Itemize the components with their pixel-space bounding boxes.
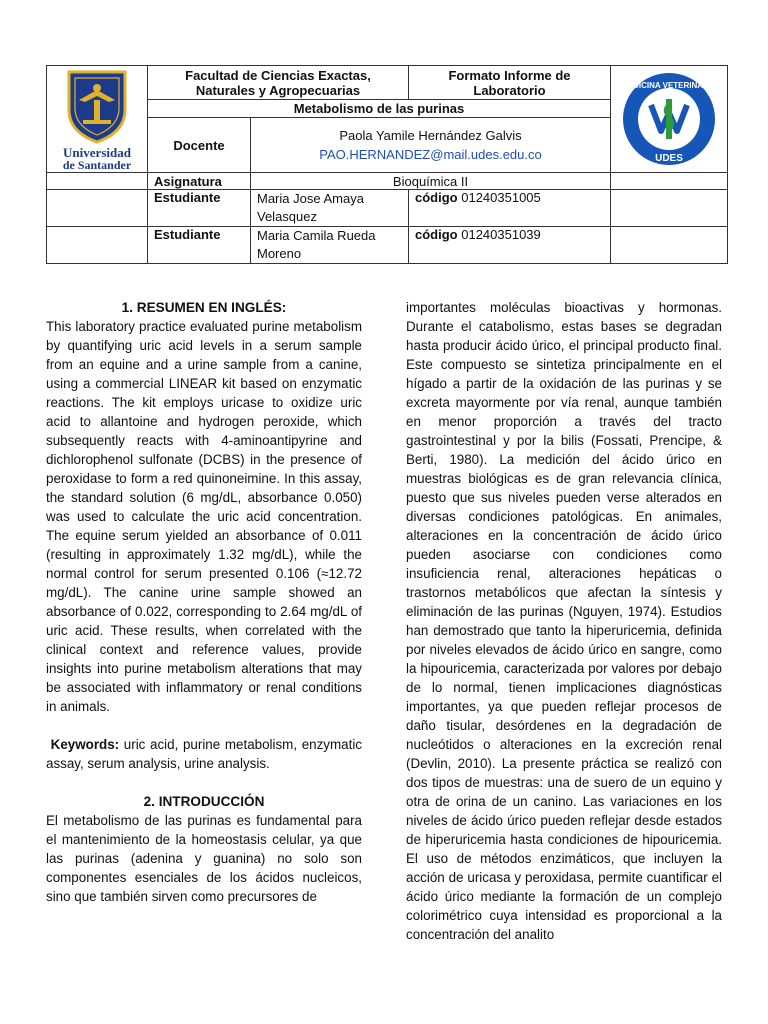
docente-email-link[interactable]: PAO.HERNANDEZ@mail.udes.edu.co <box>319 147 542 162</box>
header-table <box>46 65 727 261</box>
student-code-cell <box>409 227 611 264</box>
veterinary-medicine-logo-icon <box>619 69 719 169</box>
section-1-heading: 1. RESUMEN EN INGLÉS: <box>121 300 287 315</box>
student-code: 01240351039 <box>461 227 541 242</box>
empty-cell <box>47 173 148 190</box>
student-label: Estudiante <box>148 227 251 264</box>
empty-cell <box>611 173 728 190</box>
keywords-paragraph <box>46 735 362 773</box>
faculty-name: Facultad de Ciencias Exactas, Naturales y Agropecuarias <box>148 66 409 100</box>
student-code-cell <box>409 190 611 227</box>
vet-logo-top-text: MEDICINA VETERINARIA <box>621 81 717 90</box>
asignatura-value: Bioquímica II <box>251 173 611 190</box>
student-label: Estudiante <box>148 190 251 227</box>
student-name: Maria Jose Amaya Velasquez <box>251 190 409 227</box>
vet-logo-bottom-text: UDES <box>655 153 683 164</box>
introduction-paragraph-right: importantes moléculas bioactivas y hormonas. Durante el catabolismo, estas bases se degradan hasta producir ácido úrico, el principal producto final. Este compuesto se sintetiza principalmente en el hígado a partir de la oxidación de las purinas y se excreta mayormente por vía renal, aunque también en menor proporción a través del tracto gastrointestinal y por la bilis (Fossati, Prencipe, & Berti, 1980). La medición del ácido úrico en muestras biológicas es de gran relevancia clínica, puesto que sus niveles pueden verse alterados en diversas condiciones patológicas. En animales, alteraciones en la concentración de ácido úrico pueden asociarse con condiciones como insuficiencia renal, alteraciones hepáticas o trastornos metabólicos que afectan la síntesis y eliminación de las purinas (Nguyen, 1974). Estudios han demostrado que tanto la hiperuricemia, definida por niveles elevados de ácido úrico en sangre, como la hipouricemia, caracterizada por valores por debajo de lo normal, tienen implicaciones diagnósticas importantes, ya que pueden reflejar procesos de daño tisular, desórdenes en la degradación de nucleótidos o alteraciones en la excreción renal (Devlin, 2010). La presente práctica se realizó con dos tipos de muestras: una de suero de un equino y otra de orina de un canino. Las variaciones en los niveles de ácido úrico pueden reflejar desde estados de hiperuricemia hasta condiciones de hipouricemia. El uso de métodos enzimáticos, que incluyen la acción de uricasa y peroxidasa, permite cuantificar el ácido úrico mediante la formación de un complejo colorimétrico cuya intensidad es proporcional a la concentración del analito <box>406 300 722 942</box>
report-format: Formato Informe de Laboratorio <box>409 66 611 100</box>
university-name-line1: Universidad <box>63 145 131 160</box>
university-name-line2: de Santander <box>62 158 132 172</box>
section-2-heading: 2. INTRODUCCIÓN <box>143 794 265 809</box>
docente-name: Paola Yamile Hernández Galvis <box>339 128 522 143</box>
keywords-label: Keywords: <box>50 737 120 752</box>
docente-cell <box>251 118 611 173</box>
left-column <box>46 298 362 906</box>
report-title: Metabolismo de las purinas <box>148 100 611 118</box>
empty-cell <box>47 227 148 264</box>
vet-logo-cell <box>611 66 728 173</box>
keywords-text: uric acid, purine metabolism, enzymatic assay, serum analysis, urine analysis. <box>46 737 362 771</box>
abstract-paragraph: This laboratory practice evaluated purine metabolism by quantifying uric acid levels in a serum sample from an equine and a urine sample from a canine, using a commercial LINEAR kit based on enzymatic reactions. The kit employs uricase to oxidize uric acid to allantoine and hydrogen peroxide, which subsequently reacts with 4-aminoantipyrine and dichlorophenol sulfonate (DCBS) in the presence of peroxidase to form a red quinoneimine. In this assay, the standard solution (6 mg/dL, absorbance 0.050) was used to calculate the uric acid concentration. The equine serum yielded an absorbance of 0.011 (resulting in approximately 1.32 mg/dL), while the normal control for serum presented 0.106 (≈12.72 mg/dL). The canine urine sample showed an absorbance of 0.022, corresponding to 2.64 mg/dL of uric acid. These results, when correlated with the clinical context and reference values, provide insights into purine metabolism alterations that may be associated with inflammatory or renal conditions in animals. <box>46 319 362 714</box>
empty-cell <box>611 190 728 227</box>
student-name: Maria Camila Rueda Moreno <box>251 227 409 264</box>
asignatura-label: Asignatura <box>148 173 251 190</box>
code-label: código <box>415 227 458 242</box>
docente-label: Docente <box>148 118 251 173</box>
university-shield-icon <box>57 66 137 146</box>
code-label: código <box>415 190 458 205</box>
introduction-paragraph-left: El metabolismo de las purinas es fundamental para el mantenimiento de la homeostasis celular, ya que las purinas (adenina y guanina) no solo son componentes esenciales de los ácidos nucleicos, sino que también sirven como precursores de <box>46 813 362 904</box>
university-logo-cell <box>47 66 148 173</box>
right-column <box>406 298 722 944</box>
empty-cell <box>47 190 148 227</box>
student-code: 01240351005 <box>461 190 541 205</box>
empty-cell <box>611 227 728 264</box>
